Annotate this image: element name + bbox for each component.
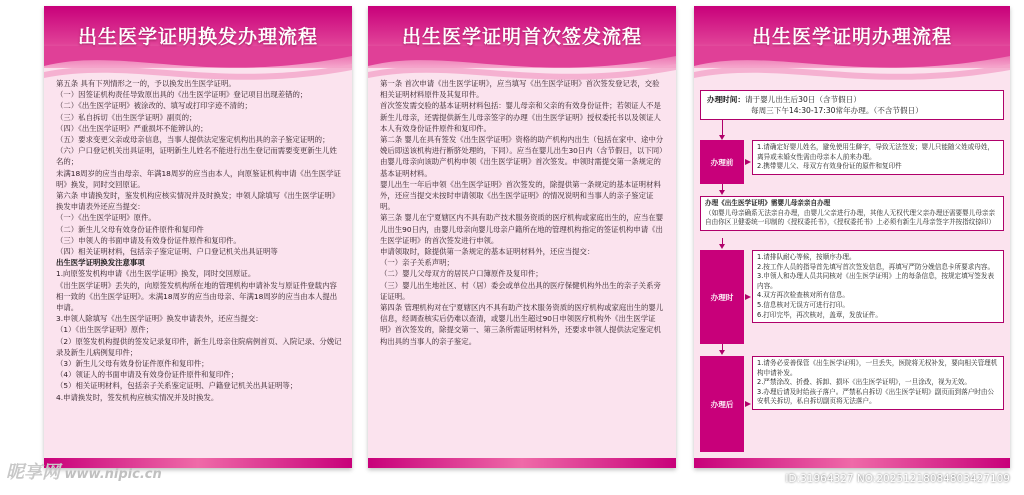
- paragraph-line: （1）《出生医学证明》原件；: [56, 325, 154, 335]
- paragraph-line: 未满18周岁的应当由母亲、年满18周岁的应当由本人，向原鉴证机构申请《出生医学证明》换发，同时交回原证。: [56, 168, 341, 189]
- flow-side-arrow: [745, 159, 751, 165]
- paragraph-line: 第三条 婴儿在宁夏辖区内不具有助产技术服务资质的医疗机构或家庭出生的，应当在婴儿出生90日内，由婴儿母亲向婴儿母亲户籍所在地的管理机构指定的签证机构申请《出生医学证明》的首次签发进行申领。: [380, 213, 664, 245]
- flow-side-arrow: [745, 294, 751, 300]
- paragraph-line: （三）私自拆切《出生医学证明》副页的；: [56, 112, 197, 122]
- step-before-line: 1.请确定好婴儿姓名，避免使用生僻字，导致无法签发；婴儿只能随父姓或母姓，离异或未婚女性需由母亲本人前来办理。: [757, 143, 995, 161]
- step-label-during: 办理时: [700, 250, 744, 344]
- step-during-line: 5.信息核对无误方可进行打印。: [757, 300, 850, 309]
- paragraph-line: （六）户口登记机关出具证明，证明新生儿姓名不能进行出生登记而需要变更新生儿姓名的；: [56, 146, 337, 167]
- paragraph-line: （一）因签证机构责任导致原出具的《出生医学证明》登记项目出现差错的；: [56, 90, 308, 100]
- paragraph-line: （三）申领人的书面申请及有效身份证件原件和复印件。: [56, 235, 241, 245]
- notice-heading: 办理《出生医学证明》需婴儿母亲亲自办理: [705, 199, 831, 207]
- step-during-line: 1.请排队耐心等候，按顺序办理。: [757, 253, 856, 261]
- paragraph-line: 第二条 婴儿在具有签发《出生医学证明》资格的助产机构内出生（包括在家中、途中分娩后即送该机构进行断脐处理的，下同）。应当在婴儿出生30日内（含节假日，以下同）由婴儿母亲向该助产机构申领《出生医学证明》首次签发。申领时需提交第一条规定的基本证明材料。: [380, 135, 664, 178]
- flow-arrowhead: [719, 350, 725, 355]
- paragraph-line: （5）相关证明材料，包括亲子关系鉴定证明、户籍登记机关出具证明等；: [56, 381, 298, 391]
- panel-footer-bar: [368, 458, 676, 468]
- step-box-before: [752, 140, 1004, 175]
- paragraph-line: （五）要求变更父亲或母亲信息，当事人提供法定鉴定机构出具的亲子鉴定证明的；: [56, 135, 330, 145]
- step-label-after: 办理后: [700, 356, 744, 452]
- panel-title: 出生医学证明办理流程: [751, 26, 952, 48]
- paragraph-line: 第一条 首次申请《出生医学证明》，应当填写《出生医学证明》首次签发登记表，交验相关证明材料原件及其复印件。: [380, 79, 660, 100]
- panel-title: 出生医学证明换发办理流程: [77, 26, 318, 48]
- step-during-line: 2.按工作人员的指导首先填写首次签发信息，再填写严防分娩信息卡所要求内容。: [757, 262, 995, 271]
- paragraph-line: 《出生医学证明》丢失的，向原签发机构所在地的管理机构申请补发与原证件登载内容相一致的《出生医学证明》。未满18周岁的应当由母亲、年满18周岁的应当由本人提出申请。: [56, 280, 338, 313]
- step-label-before: 办理前: [700, 140, 744, 184]
- process-flowchart: [700, 90, 1004, 409]
- step-after-line: 1.请务必妥善保管《出生医学证明》，一旦丢失，医院将无权补发，要向相关管理机构申请补发。: [757, 359, 998, 377]
- paragraph-line: 婴儿出生一年后申领《出生医学证明》首次签发的，除提供第一条规定的基本证明材料外，还应当提交未按时申请领取《出生医学证明》的情况说明和当事人的亲子鉴定证明。: [380, 179, 661, 212]
- office-hours-line2: 每周三下午14:30-17:30常年办理。（不含节假日）: [751, 106, 923, 115]
- paragraph-line: 1.向原签发机构申请《出生医学证明》换发，同时交回原证。: [56, 269, 256, 279]
- flow-side-arrow: [745, 401, 751, 407]
- flow-step-before: [700, 140, 1004, 184]
- paragraph-line: （4）领证人的书面申请及有效身份证件原件和复印件；: [56, 370, 239, 380]
- step-during-line: 4.双方再次检查核对所有信息。: [757, 291, 850, 300]
- paragraph-line: （3）新生儿父母有效身份证件原件和复印件；: [56, 359, 209, 369]
- paragraph-line: （四）相关证明材料，包括亲子鉴定证明、户口登记机关出具证明等: [56, 247, 278, 257]
- paragraph-line: （二）婴儿父母双方的居民户口簿原件及复印件；: [380, 269, 543, 279]
- step-during-line: 6.打印完毕，再次核对，盖章，发放证件。: [757, 310, 882, 319]
- step-box-after: [752, 356, 1004, 410]
- paragraph-line: （四）《出生医学证明》严重损坏不能辨认的；: [56, 123, 208, 133]
- flow-arrowhead: [719, 190, 725, 195]
- step-during-line: 3.申领人和办理人员共同核对《出生医学证明》上的每条信息，按规定填写签发表内容。: [757, 272, 995, 290]
- section-heading: 出生医学证明换发注意事项: [56, 258, 145, 268]
- paragraph-line: （2）原签发机构提供的签发记录复印件，新生儿母亲住院病例首页、入院记录、分娩记录及新生儿病例复印件；: [56, 336, 342, 357]
- paragraph-line: 第四条 管理机构对在宁夏辖区内不具有助产技术服务资质的医疗机构或家庭出生的婴儿信息，经调查核实后仍难以查清，或婴儿出生超过90日申领医疗机构外《出生医学证明》首次签发的，除提交第一、第三条所需证明材料外，还要求申领人提供法定鉴定机构出具的当事人的亲子鉴定。: [380, 303, 664, 346]
- panel-process-flow: [694, 6, 1010, 468]
- panel-first-issue: [368, 6, 676, 468]
- paragraph-line: 3.申领人除填写《出生医学证明》换发申请表外，还应当提交：: [56, 314, 263, 324]
- image-id-watermark: ID:31964327 NO:20251218084803427109: [785, 473, 1010, 485]
- paragraph-line: 第五条 具有下列情形之一的，予以换发出生医学证明。: [56, 79, 236, 88]
- panel-title: 出生医学证明首次签发流程: [401, 26, 642, 48]
- step-box-during: [752, 250, 1004, 323]
- office-hours-box: [700, 90, 1004, 120]
- header-wave: [694, 46, 1010, 88]
- panel-body-text: [380, 78, 666, 347]
- flow-connector: [722, 120, 723, 136]
- paragraph-line: 第六条 申请换发时，鉴发机构应核实情况并及时换发；申领人除填写《出生医学证明》换发申请表外还应当提交：: [56, 191, 340, 212]
- step-after-line: 2.严禁涂改、折叠、拆卸、损坏《出生医学证明》，一旦涂改，视为无效。: [757, 378, 971, 387]
- office-hours-line1: 请于婴儿出生后30日（含节假日）: [744, 95, 861, 104]
- flow-arrowhead: [719, 244, 725, 249]
- paragraph-line: （一）《出生医学证明》原件。: [56, 213, 156, 223]
- paragraph-line: （二）《出生医学证明》被涂改的、填写或打印字迹不清的；: [56, 101, 252, 111]
- watermark-url: www.nipic.cn: [64, 467, 162, 482]
- nipic-watermark: [6, 458, 162, 484]
- watermark-brand: 昵享网: [6, 462, 60, 483]
- flow-step-after: [700, 356, 1004, 452]
- paragraph-line: （三）婴儿出生地社区、村（居）委会或单位出具的医疗保健机构外出生的亲子关系旁证证明。: [380, 280, 661, 301]
- panel-body-text: [56, 78, 342, 403]
- flow-step-during: [700, 250, 1004, 344]
- paragraph-line: 申请领取时，除提供第一条规定的基本证明材料外，还应当提交：: [380, 247, 595, 257]
- paragraph-line: 4.申请换发时，签发机构应核实情况并及时换发。: [56, 392, 219, 402]
- paragraph-line: 首次签发需交验的基本证明材料包括：婴儿母亲和父亲的有效身份证件；若领证人不是新生儿母亲，还需提供新生儿母亲签字的办理《出生医学证明》授权委托书以及领证人本人有效身份证件原件和复印件。: [380, 101, 661, 133]
- step-after-line: 3.办理后请及时给孩子落户。严禁私自拆切《出生医学证明》副页而到落户时由公安机关拆切，私自拆切副页将无法落户。: [757, 387, 995, 406]
- step-before-line: 2.携带婴儿父、母双方有效身份证的原件和复印件: [757, 162, 902, 171]
- panel-footer-bar: [694, 458, 1010, 468]
- panel-reissue: [44, 6, 352, 468]
- mother-in-person-notice: [700, 196, 1004, 231]
- paragraph-line: （二）新生儿父母有效身份证件原件和复印件: [56, 224, 204, 234]
- paragraph-line: （一）亲子关系声明；: [380, 258, 454, 268]
- office-hours-label: 办理时间：: [707, 95, 745, 104]
- notice-text: （如婴儿母亲确系无法亲自办理，由婴儿父亲进行办理，其他人无权代理父亲办理还需要婴儿母亲亲自由你区卫健委统一印制的《授权委托书》，《授权委托书》上必须有新生儿母亲签字并按指纹捺印）: [705, 208, 996, 227]
